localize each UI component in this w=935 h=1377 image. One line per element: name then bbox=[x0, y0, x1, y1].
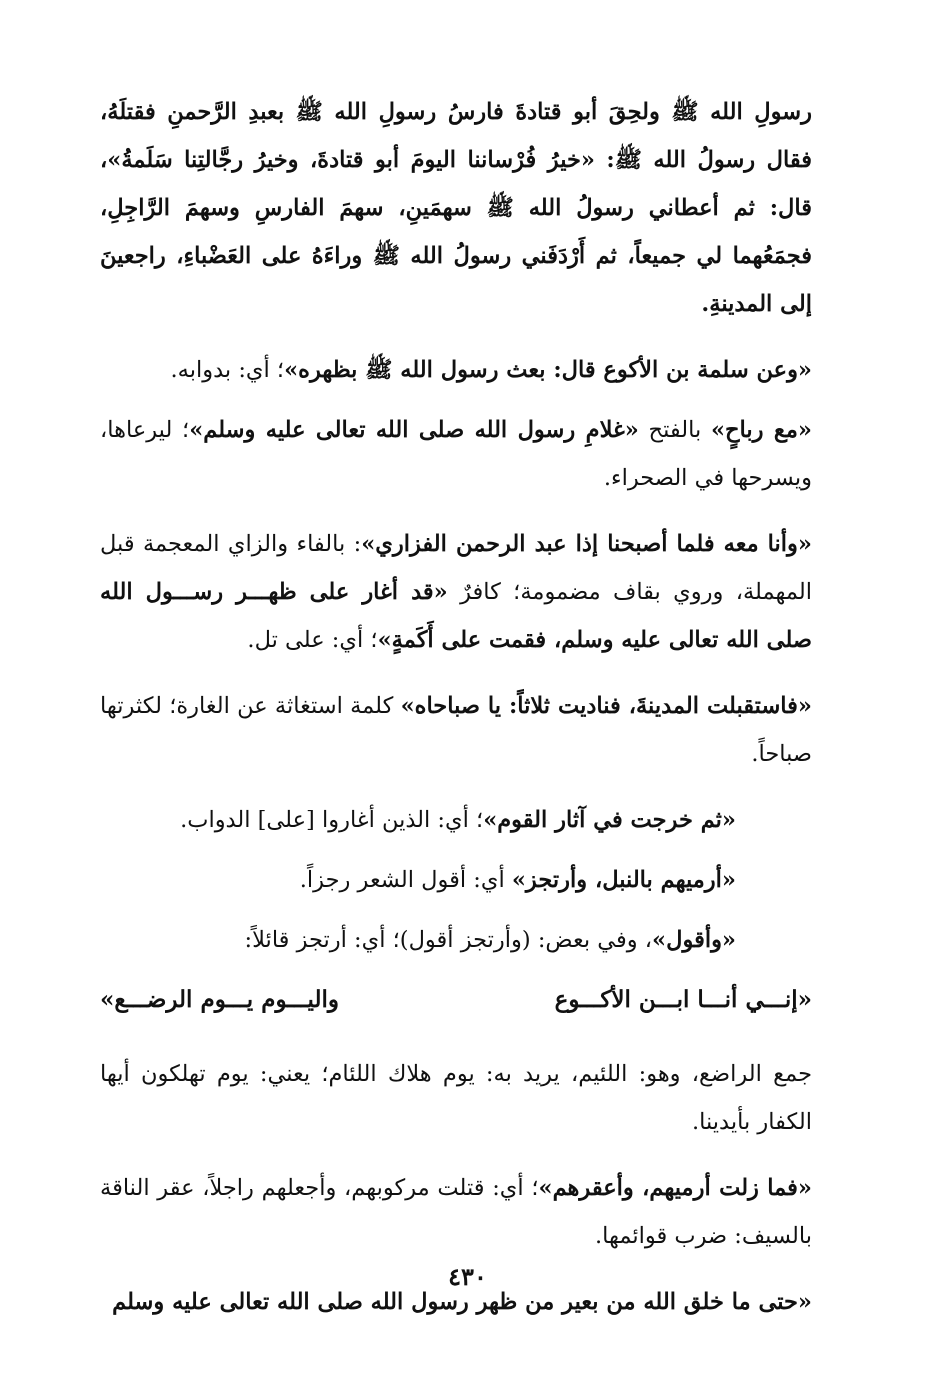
page-body bbox=[100, 88, 812, 1344]
paragraph-9 bbox=[100, 1050, 812, 1146]
commentary-text: : بالفاء والزاي المعجمة قبل المهملة، وروي بقاف مضمومة؛ كافرٌ bbox=[100, 531, 813, 605]
page-number: ٤٣٠ bbox=[448, 1262, 487, 1291]
commentary-text: ؛ أي: على تل. bbox=[247, 627, 378, 653]
quote-bold: «حتى ما خلق الله من بعير من ظهر رسول الله صلى الله تعالى عليه وسلم bbox=[112, 1289, 812, 1315]
paragraph-7 bbox=[100, 856, 812, 904]
quote-bold: «فاستقبلت المدينةَ، فناديت ثلاثاً: يا صباحاه» bbox=[400, 693, 812, 719]
commentary-text: كلمة استغاثة عن الغارة؛ لكثرتها صباحاً. bbox=[100, 693, 812, 767]
quote-bold: «وعن سلمة بن الأكوع قال: بعث رسول الله ﷺ بظهره» bbox=[284, 357, 812, 383]
commentary-text: ؛ ليرعاها، ويسرحها في الصحراء. bbox=[100, 417, 812, 491]
quote-bold: «غلامِ رسول الله صلى الله تعالى عليه وسلم» bbox=[189, 417, 639, 443]
quote-bold: «فما زلت أرميهم، وأعقرهم» bbox=[538, 1175, 812, 1201]
paragraph-1-text: رسولِ الله ﷺ ولحِقَ أبو قتادةَ فارسُ رسولِ الله ﷺ بعبدِ الرَّحمنِ فقتلَهُ، فقال رسولُ الله ﷺ: «خيرُ فُرْساننا اليومَ أبو قتادةَ، وخيرُ رجَّالتِنا سَلَمةُ»، قال: ثم أعطاني رسولُ الله ﷺ سهمَينِ، سهمَ الفارسِ وسهمَ الرَّاجِلِ، فجمَعُهما لي جميعاً، ثم أَرْدَفَني رسولُ الله ﷺ وراءَهُ على العَضْباءِ، راجعينَ إلى المدينةِ. bbox=[100, 99, 812, 317]
quote-bold: «ثم خرجت في آثار القوم» bbox=[483, 807, 736, 833]
paragraph-8 bbox=[100, 916, 812, 964]
quote-bold: «أرميهم بالنبل، وأرتجز» bbox=[511, 867, 736, 893]
commentary-text: ، وفي بعض: (وأرتجز أقول)؛ أي: أرتجز قائلاً: bbox=[244, 927, 653, 953]
commentary-text: ؛ أي: الذين أغاروا [على] الدواب. bbox=[180, 807, 484, 833]
quote-bold: «قد أغار على ظهـــر رســـول الله صلى الله تعالى عليه وسلم، فقمت على أَكَمةٍ» bbox=[100, 579, 812, 653]
commentary-text: بالفتح bbox=[638, 417, 711, 443]
commentary-text: ؛ أي: بدوابه. bbox=[170, 357, 285, 383]
poem-first-hemistich: «إنـــي أنـــا ابـــن الأكـــوع bbox=[554, 986, 812, 1013]
paragraph-10 bbox=[100, 1164, 812, 1260]
quote-bold: «وأنا معه فلما أصبحنا إذا عبد الرحمن الفزاري» bbox=[361, 531, 812, 557]
commentary-text: أي: أقول الشعر رجزاً. bbox=[299, 867, 512, 893]
paragraph-2 bbox=[100, 346, 812, 394]
paragraph-4 bbox=[100, 520, 812, 664]
paragraph-3 bbox=[100, 406, 812, 502]
quote-bold: «وأقول» bbox=[652, 927, 736, 953]
paragraph-5 bbox=[100, 682, 812, 778]
paragraph-1 bbox=[100, 88, 812, 328]
commentary-text: جمع الراضع، وهو: اللئيم، يريد به: يوم هلاك اللئام؛ يعني: يوم تهلكون أيها الكفار بأيدينا. bbox=[100, 1061, 812, 1135]
commentary-text: ؛ أي: قتلت مركوبهم، وأجعلهم راجلاً، عقر الناقة بالسيف: ضرب قوائمها. bbox=[100, 1175, 812, 1249]
paragraph-6 bbox=[100, 796, 812, 844]
quote-bold: «مع رباحٍ» bbox=[710, 417, 812, 443]
poem-second-hemistich: واليـــوم يـــوم الرضـــع» bbox=[100, 986, 339, 1013]
poem-verse bbox=[100, 976, 812, 1024]
